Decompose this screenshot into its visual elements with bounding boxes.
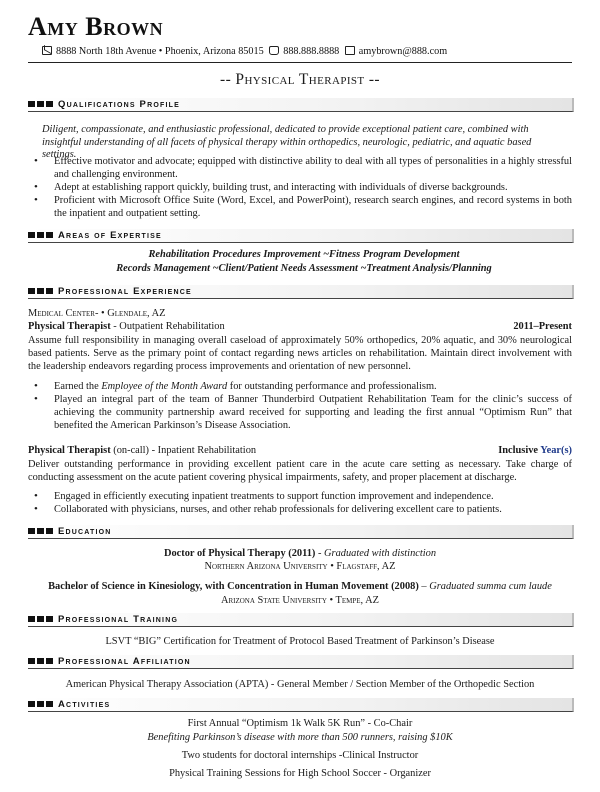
list-item: • Collaborated with physicians, nurses, and other rehab professionals for delivering excellent care to patients. bbox=[28, 503, 572, 516]
degree-1: Doctor of Physical Therapy (2011) - Graduated with distinction bbox=[163, 548, 437, 559]
list-item: • Adept at establishing rapport quickly, building trust, and interacting with individuals of diverse backgrounds. bbox=[28, 181, 572, 194]
section-title: Education bbox=[58, 526, 112, 537]
section-experience bbox=[28, 285, 574, 299]
list-item: • Earned the Employee of the Month Award for outstanding performance and professionalism. bbox=[28, 380, 572, 393]
contact-line bbox=[42, 45, 447, 58]
job-description: Deliver outstanding performance in providing excellent patient care in the acute care setting as necessary. Take charge of conducting assessment on the acute patient covering physical impairments, safety, and proper placement at discharge. bbox=[28, 459, 572, 483]
address: 8888 North 18th Avenue • Phoenix, Arizona 85015 bbox=[56, 46, 264, 57]
job-dept: - Outpatient Rehabilitation bbox=[110, 321, 225, 332]
section-title: Qualifications Profile bbox=[58, 99, 180, 110]
section-title: Professional Affiliation bbox=[58, 656, 191, 667]
list-item: • Proficient with Microsoft Office Suite (Word, Excel, and PowerPoint), research search engines, and record systems in both the inpatient and outpatient setting. bbox=[28, 194, 572, 220]
job2-achievements bbox=[28, 490, 572, 516]
section-activities bbox=[28, 698, 574, 712]
job-dates: 2011–Present bbox=[513, 321, 572, 332]
qualifications-summary: Diligent, compassionate, and enthusiastic professional, dedicated to provide exceptional patient care, combined with insightful understanding of all facets of physical therapy within orthopedics, neurologic, pediatric, and aquatic based settings. bbox=[42, 124, 532, 160]
list-item: • Effective motivator and advocate; equipped with distinctive ability to deal with all types of personalities in a highly stressful and challenging environment. bbox=[28, 155, 572, 181]
activity-item: Two students for doctoral internships -Clinical Instructor bbox=[181, 750, 419, 761]
home-icon bbox=[42, 46, 52, 55]
job-description: Assume full responsibility in managing overall caseload of approximately 50% orthopedics, 20% aquatic, and 30% neurological based patients. Serve as the primary point of contact regarding news articles on rehabilitation. Maintain direct involvement with the leadership endeavors regarding process improvements and orientation of new personnel. bbox=[28, 335, 572, 372]
job-heading bbox=[28, 320, 225, 333]
email-icon bbox=[345, 46, 355, 55]
phone-icon bbox=[269, 46, 279, 55]
list-item: • Played an integral part of the team of Banner Thunderbird Outpatient Rehabilitation Team for the clinic’s success of achieving the community partnership award received for supporting and leading the first annual “Optimism Run” that benefited the American Parkinson’s Disease Association. bbox=[28, 393, 572, 432]
candidate-name: Amy Brown bbox=[28, 12, 164, 41]
job-dates: Inclusive Year(s) bbox=[498, 445, 572, 456]
job-title-1: Physical Therapist bbox=[28, 321, 111, 332]
activity-item: Physical Training Sessions for High School Soccer - Organizer bbox=[169, 768, 431, 779]
affiliation-item: American Physical Therapy Association (APTA) - General Member / Section Member of the Orthopedic Section bbox=[65, 679, 535, 690]
section-affiliation bbox=[28, 655, 574, 669]
job-heading: Physical Therapist (on-call) - Inpatient Rehabilitation bbox=[28, 445, 257, 456]
section-title: Professional Experience bbox=[58, 286, 192, 297]
degree-2: Bachelor of Science in Kinesiology, with Concentration in Human Movement (2008) – Graduated summa cum laude bbox=[48, 581, 552, 592]
phone: 888.888.8888 bbox=[283, 46, 340, 57]
header-rule bbox=[28, 62, 572, 63]
activity-note: Benefiting Parkinson’s disease with more than 500 runners, raising $10K bbox=[147, 732, 453, 743]
expertise-line: Records Management ~Client/Patient Needs Assessment ~Treatment Analysis/Planning bbox=[116, 263, 492, 274]
section-expertise bbox=[28, 229, 574, 243]
email: amybrown@888.com bbox=[358, 46, 448, 57]
job1-achievements bbox=[28, 380, 572, 432]
section-qualifications bbox=[28, 98, 574, 112]
expertise-box bbox=[36, 248, 572, 282]
section-training bbox=[28, 613, 574, 627]
qualifications-list bbox=[28, 155, 572, 220]
employer: Medical Center- • Glendale, AZ bbox=[28, 308, 166, 319]
section-title: Areas of Expertise bbox=[58, 230, 162, 241]
list-item: • Engaged in efficiently executing inpatient treatments to support function improvement and independence. bbox=[28, 490, 572, 503]
job-title: -- Physical Therapist -- bbox=[220, 71, 380, 88]
school-1: Northern Arizona University • Flagstaff, AZ bbox=[204, 561, 396, 572]
section-title: Activities bbox=[58, 699, 111, 710]
training-item: LSVT “BIG” Certification for Treatment of Protocol Based Treatment of Parkinson’s Disease bbox=[105, 636, 495, 647]
job-title-2: Physical Therapist bbox=[28, 445, 111, 456]
section-education bbox=[28, 525, 574, 539]
activity-item: First Annual “Optimism 1k Walk 5K Run” - Co-Chair bbox=[187, 718, 413, 729]
expertise-line: Rehabilitation Procedures Improvement ~Fitness Program Development bbox=[148, 249, 460, 260]
section-title: Professional Training bbox=[58, 614, 179, 625]
school-2: Arizona State University • Tempe, AZ bbox=[220, 595, 380, 606]
